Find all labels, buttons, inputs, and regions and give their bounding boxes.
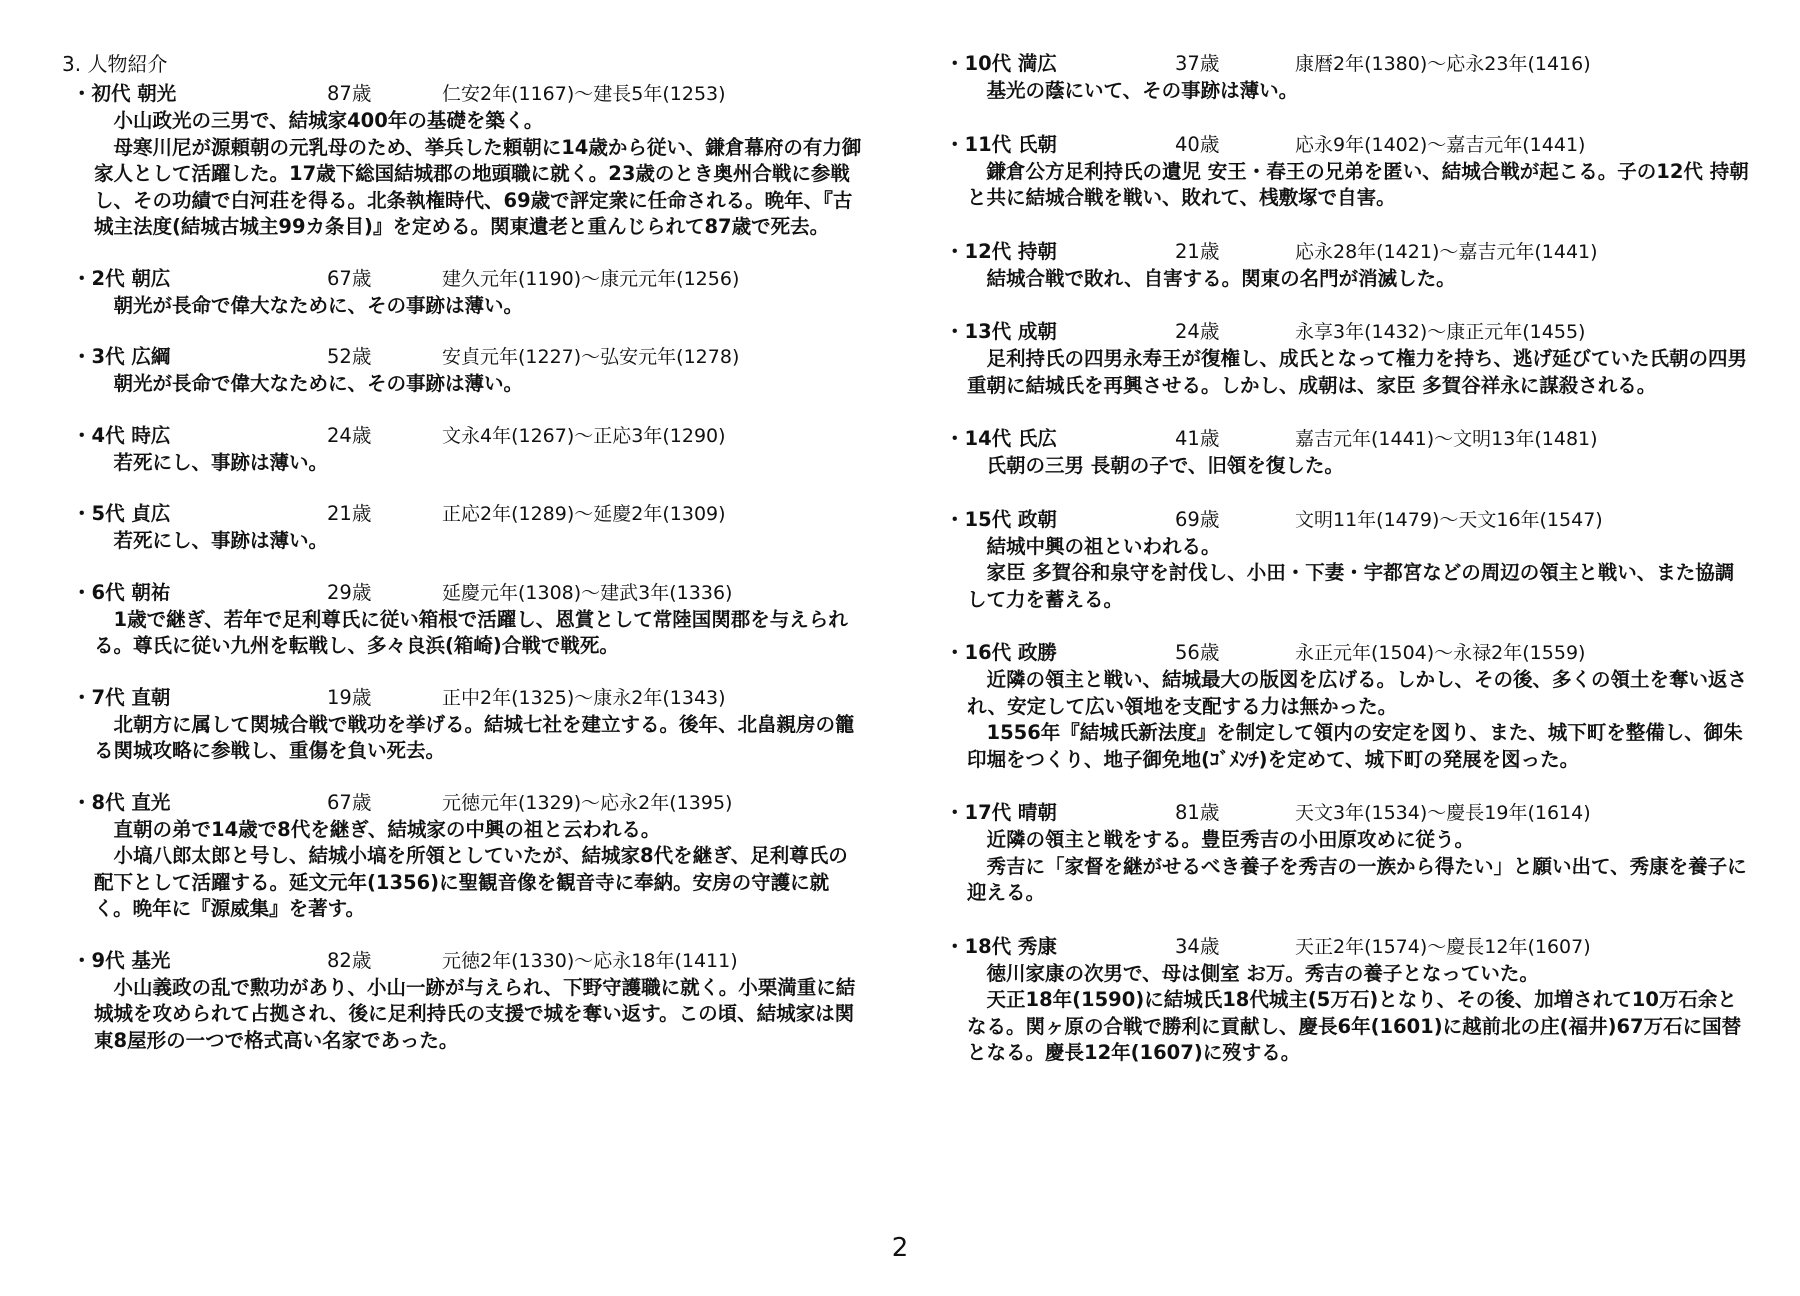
entry-spacer: [62, 555, 862, 579]
person-entry: [62, 789, 862, 923]
left-entry-list: [62, 80, 862, 1054]
generation-name: ・3代 広綱: [72, 345, 171, 368]
description-paragraph: 若死にし、事跡は薄い。: [113, 450, 329, 474]
generation-name: ・6代 朝祐: [72, 580, 171, 604]
entry-spacer: [62, 476, 862, 500]
description-paragraph: 母寒川尼が源頼朝の元乳母のため、挙兵した頼朝に14歳から従い、鎌倉幕府の有力御家人として活躍した。17歳下総国結城郡の地頭職に就く。23歳のとき奥州合戦に参戦し、その功績で白河荘を得る。北条執権時代、69歳で評定衆に任命される。晩年、『古城主法度(結城古城主99カ条目)』を定める。関東遺老と重んじられて87歳で死去。: [94, 135, 862, 238]
entry-description: [935, 827, 1750, 907]
age-at-death: 87歳: [327, 82, 372, 105]
lifespan-dates: 永享3年(1432)～康正元年(1455): [1295, 321, 1586, 343]
entry-header: [62, 265, 862, 293]
entry-description: [62, 108, 862, 241]
description-paragraph: 1556年『結城氏新法度』を制定して領内の安定を図り、また、城下町を整備し、御朱印堀をつくり、地子御免地(ｺﾞﾒﾝﾁ)を定めて、城下町の発展を図った。: [967, 721, 1743, 771]
entry-spacer: [62, 660, 862, 684]
entry-spacer: [935, 613, 1750, 639]
entry-spacer: [935, 907, 1750, 933]
age-at-death: 81歳: [1175, 801, 1220, 824]
generation-name: ・14代 氏広: [945, 427, 1057, 450]
person-entry: [62, 579, 862, 660]
generation-name: ・8代 直光: [72, 790, 171, 814]
entry-description: [62, 607, 862, 660]
age-at-death: 82歳: [327, 948, 372, 972]
entry-header: [935, 933, 1750, 961]
lifespan-dates: 応永28年(1421)～嘉吉元年(1441): [1295, 240, 1598, 263]
lifespan-dates: 建久元年(1190)～康元元年(1256): [442, 267, 740, 290]
generation-name: ・5代 貞広: [72, 502, 171, 525]
entry-spacer: [935, 212, 1750, 238]
generation-name: ・10代 満広: [945, 52, 1057, 75]
entry-description: [935, 667, 1750, 773]
lifespan-dates: 仁安2年(1167)～建長5年(1253): [442, 83, 726, 105]
entry-spacer: [935, 399, 1750, 425]
page-number: 2: [891, 1233, 909, 1263]
age-at-death: 24歳: [327, 423, 372, 447]
lifespan-dates: 文永4年(1267)～正応3年(1290): [442, 424, 726, 447]
person-entry: [62, 947, 862, 1055]
age-at-death: 69歳: [1175, 507, 1220, 531]
lifespan-dates: 天文3年(1534)～慶長19年(1614): [1295, 802, 1591, 824]
generation-name: ・11代 氏朝: [945, 132, 1057, 156]
person-entry: [62, 265, 862, 320]
generation-name: ・2代 朝広: [72, 266, 171, 290]
description-paragraph: 北朝方に属して関城合戦で戦功を挙げる。結城七社を建立する。後年、北畠親房の籠る関城攻略に参戦し、重傷を負い死去。: [94, 712, 855, 762]
description-paragraph: 天正18年(1590)に結城氏18代城主(5万石)となり、その後、加増されて10万石余となる。関ヶ原の合戦で勝利に貢献し、慶長6年(1601)に越前北の庄(福井)67万石に国替となる。慶長12年(1607)に歿する。: [967, 988, 1742, 1064]
person-entry: [62, 500, 862, 555]
person-entry: [935, 799, 1750, 907]
entry-description: [62, 293, 862, 320]
lifespan-dates: 康暦2年(1380)～応永23年(1416): [1295, 53, 1591, 75]
description-paragraph: 1歳で継ぎ、若年で足利尊氏に従い箱根で活躍し、恩賞として常陸国関郡を与えられる。尊氏に従い九州を転戦し、多々良浜(箱崎)合戦で戦死。: [94, 607, 848, 657]
entry-description: [935, 346, 1750, 399]
entry-description: [62, 528, 862, 555]
age-at-death: 67歳: [327, 790, 372, 814]
right-entry-list: [935, 50, 1750, 1067]
person-entry: [935, 238, 1750, 293]
entry-description: [935, 534, 1750, 614]
entry-description: [62, 450, 862, 477]
description-paragraph: 近隣の領主と戦をする。豊臣秀吉の小田原攻めに従う。: [986, 828, 1475, 851]
lifespan-dates: 延慶元年(1308)～建武3年(1336): [442, 581, 733, 604]
description-paragraph: 秀吉に「家督を継がせるべき養子を秀吉の一族から得たい」と願い出て、秀康を養子に迎える。: [967, 854, 1747, 904]
generation-name: ・7代 直朝: [72, 685, 171, 709]
lifespan-dates: 元徳2年(1330)～応永18年(1411): [442, 949, 738, 972]
person-entry: [62, 80, 862, 241]
lifespan-dates: 応永9年(1402)～嘉吉元年(1441): [1295, 133, 1586, 156]
entry-header: [62, 500, 862, 528]
description-paragraph: 小塙八郎太郎と号し、結城小塙を所領としていたが、結城家8代を継ぎ、足利尊氏の配下として活躍する。延文元年(1356)に聖観音像を観音寺に奉納。安房の守護に就く。晩年に『源威集』を著す。: [94, 844, 848, 920]
description-paragraph: 近隣の領主と戦い、結城最大の版図を広げる。しかし、その後、多くの領土を奪い返され、安定して広い領地を支配する力は無かった。: [967, 668, 1748, 718]
entry-header: [62, 684, 862, 712]
age-at-death: 41歳: [1175, 427, 1220, 450]
lifespan-dates: 元徳元年(1329)～応永2年(1395): [442, 791, 733, 814]
description-paragraph: 氏朝の三男 長朝の子で、旧領を復した。: [986, 454, 1344, 477]
description-paragraph: 直朝の弟で14歳で8代を継ぎ、結城家の中興の祖と云われる。: [113, 817, 661, 841]
generation-name: ・17代 晴朝: [945, 801, 1057, 824]
description-paragraph: 鎌倉公方足利持氏の遺児 安王・春王の兄弟を匿い、結城合戦が起こる。子の12代 持朝と共に結城合戦を戦い、敗れて、桟敷塚で自害。: [967, 159, 1749, 209]
person-entry: [62, 684, 862, 765]
entry-spacer: [62, 765, 862, 789]
age-at-death: 24歳: [1175, 320, 1220, 343]
entry-description: [62, 975, 862, 1055]
description-paragraph: 徳川家康の次男で、母は側室 お万。秀吉の養子となっていた。: [986, 961, 1539, 985]
entry-header: [935, 506, 1750, 534]
person-entry: [935, 50, 1750, 105]
generation-name: ・9代 基光: [72, 948, 171, 972]
age-at-death: 37歳: [1175, 52, 1220, 75]
entry-spacer: [62, 241, 862, 265]
entry-description: [935, 961, 1750, 1067]
lifespan-dates: 正応2年(1289)～延慶2年(1309): [442, 503, 726, 525]
lifespan-dates: 嘉吉元年(1441)～文明13年(1481): [1295, 428, 1598, 450]
entry-description: [935, 78, 1750, 105]
entry-description: [62, 371, 862, 398]
generation-name: ・16代 政勝: [945, 641, 1057, 664]
entry-header: [935, 799, 1750, 827]
entry-spacer: [935, 292, 1750, 318]
description-paragraph: 結城中興の祖といわれる。: [986, 534, 1221, 558]
right-column: [935, 50, 1750, 1067]
entry-description: [62, 817, 862, 923]
entry-header: [935, 425, 1750, 453]
description-paragraph: 若死にし、事跡は薄い。: [113, 529, 329, 552]
age-at-death: 19歳: [327, 685, 372, 709]
person-entry: [935, 639, 1750, 773]
person-entry: [935, 933, 1750, 1067]
age-at-death: 29歳: [327, 580, 372, 604]
generation-name: ・15代 政朝: [945, 507, 1057, 531]
person-entry: [935, 131, 1750, 212]
generation-name: ・12代 持朝: [945, 239, 1057, 263]
age-at-death: 34歳: [1175, 934, 1220, 958]
age-at-death: 21歳: [327, 502, 372, 525]
lifespan-dates: 永正元年(1504)～永禄2年(1559): [1295, 642, 1586, 664]
lifespan-dates: 安貞元年(1227)～弘安元年(1278): [442, 346, 740, 368]
description-paragraph: 朝光が長命で偉大なために、その事跡は薄い。: [113, 372, 524, 395]
entry-header: [62, 422, 862, 450]
entry-spacer: [935, 480, 1750, 506]
entry-spacer: [62, 923, 862, 947]
entry-spacer: [935, 773, 1750, 799]
age-at-death: 56歳: [1175, 641, 1220, 664]
entry-header: [935, 639, 1750, 667]
lifespan-dates: 正中2年(1325)～康永2年(1343): [442, 686, 726, 709]
age-at-death: 21歳: [1175, 239, 1220, 263]
entry-description: [935, 266, 1750, 293]
person-entry: [62, 343, 862, 398]
entry-description: [62, 712, 862, 765]
entry-spacer: [62, 319, 862, 343]
age-at-death: 52歳: [327, 345, 372, 368]
entry-header: [935, 50, 1750, 78]
entry-description: [935, 453, 1750, 480]
description-paragraph: 小山政光の三男で、結城家400年の基礎を築く。: [113, 109, 544, 132]
entry-header: [935, 238, 1750, 266]
entry-header: [62, 579, 862, 607]
lifespan-dates: 文明11年(1479)～天文16年(1547): [1295, 508, 1603, 531]
entry-spacer: [62, 398, 862, 422]
person-entry: [935, 506, 1750, 614]
age-at-death: 67歳: [327, 266, 372, 290]
lifespan-dates: 天正2年(1574)～慶長12年(1607): [1295, 935, 1591, 958]
entry-spacer: [935, 105, 1750, 131]
generation-name: ・18代 秀康: [945, 934, 1057, 958]
person-entry: [935, 318, 1750, 399]
entry-header: [935, 318, 1750, 346]
entry-header: [62, 343, 862, 371]
description-paragraph: 足利持氏の四男永寿王が復権し、成氏となって権力を持ち、逃げ延びていた氏朝の四男重朝に結城氏を再興させる。しかし、成朝は、家臣 多賀谷祥永に謀殺される。: [967, 347, 1748, 397]
person-entry: [935, 425, 1750, 480]
entry-header: [62, 80, 862, 108]
generation-name: ・初代 朝光: [72, 82, 177, 105]
description-paragraph: 結城合戦で敗れ、自害する。関東の名門が消滅した。: [986, 266, 1456, 290]
entry-header: [62, 947, 862, 975]
description-paragraph: 家臣 多賀谷和泉守を討伐し、小田・下妻・宇都宮などの周辺の領主と戦い、また協調して力を蓄える。: [967, 561, 1735, 611]
generation-name: ・4代 時広: [72, 423, 171, 447]
entry-description: [935, 159, 1750, 212]
section-title: 3. 人物紹介: [62, 52, 168, 76]
description-paragraph: 朝光が長命で偉大なために、その事跡は薄い。: [113, 293, 524, 317]
generation-name: ・13代 成朝: [945, 320, 1057, 343]
age-at-death: 40歳: [1175, 132, 1220, 156]
description-paragraph: 小山義政の乱で勲功があり、小山一跡が与えられ、下野守護職に就く。小栗満重に結城城を攻められて占拠され、後に足利持氏の支援で城を奪い返す。この頃、結城家は関東8屋形の一つで格式高い名家であった。: [94, 975, 856, 1052]
entry-header: [935, 131, 1750, 159]
entry-header: [62, 789, 862, 817]
person-entry: [62, 422, 862, 477]
description-paragraph: 基光の蔭にいて、その事跡は薄い。: [986, 79, 1299, 102]
left-column: [62, 50, 862, 1054]
